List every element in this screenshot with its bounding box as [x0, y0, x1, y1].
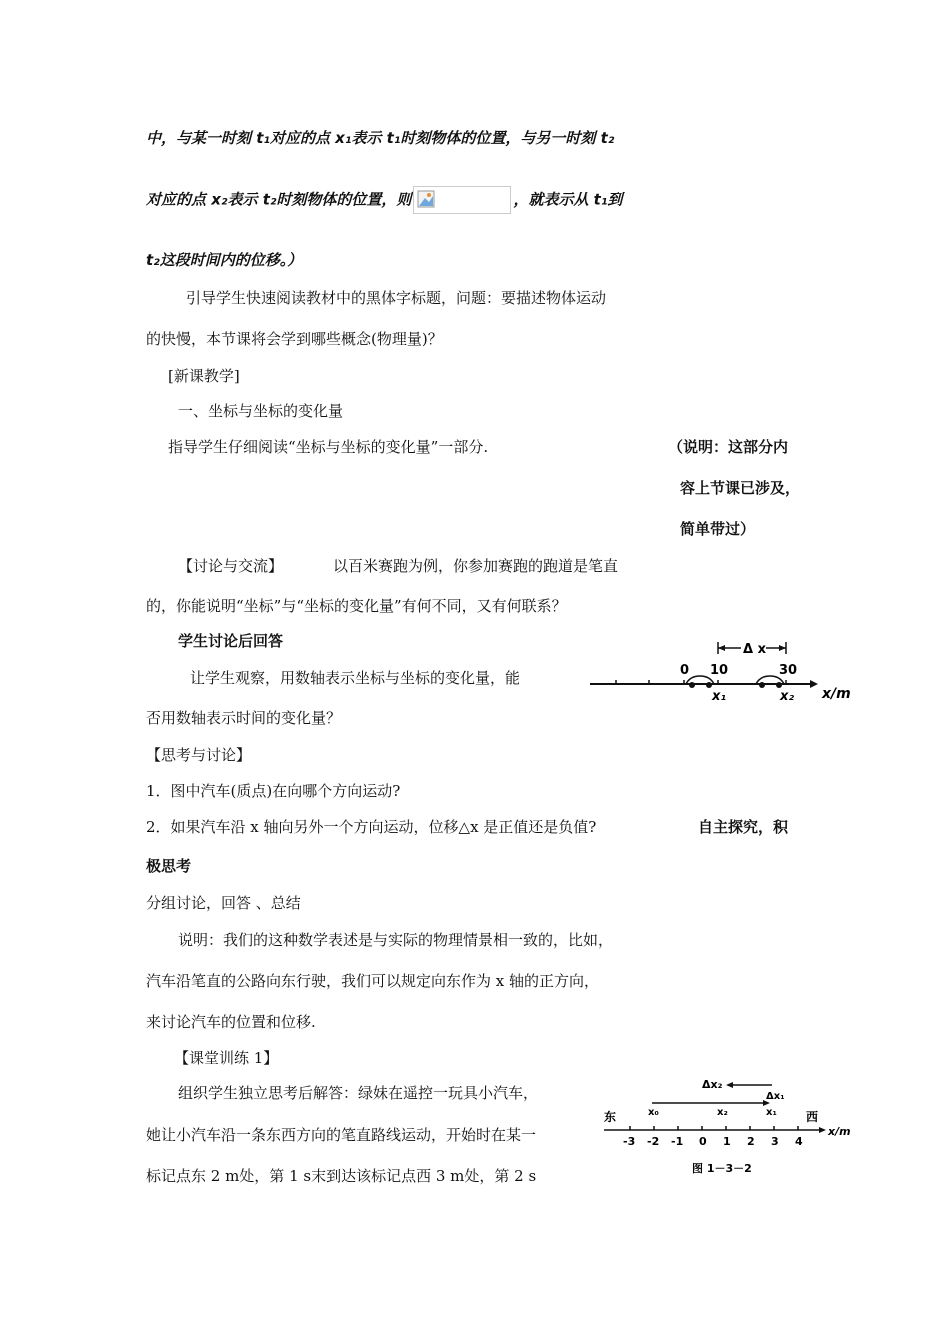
tick-label: -2 — [647, 1135, 660, 1148]
tick-label: 3 — [771, 1135, 779, 1148]
tick-label: 1 — [723, 1135, 731, 1148]
figure-caption: 图 1－3－2 — [692, 1162, 752, 1175]
broken-image-icon — [413, 186, 511, 214]
number-line-figure-1 — [586, 636, 866, 706]
intro-line-1: 中，与某一时刻 t₁对应的点 x₁表示 t₁时刻物体的位置，与另一时刻 t₂ — [146, 129, 615, 147]
tick-label-30: 30 — [779, 663, 798, 678]
section-new-lesson: [新课教学] — [168, 367, 240, 385]
dx1-label: Δx₁ — [766, 1091, 785, 1102]
tick-label-0: 0 — [680, 663, 690, 678]
train-line-3: 标记点东 2 m处，第 1 s末到达该标记点西 3 m处，第 2 s — [146, 1167, 537, 1185]
x2-label-fig2: x₂ — [717, 1107, 728, 1118]
answer-text: 学生讨论后回答 — [178, 632, 284, 650]
tick-label: 4 — [795, 1135, 803, 1148]
discuss-line-1: 以百米赛跑为例，你参加赛跑的跑道是笔直 — [333, 557, 619, 575]
delta-x-label: Δ x — [743, 642, 766, 657]
train-line-1: 组织学生独立思考后解答：绿妹在遥控一玩具小汽车， — [178, 1084, 539, 1102]
guide-text: 指导学生仔细阅读“坐标与坐标的变化量”一部分. — [168, 438, 489, 456]
x0-label: x₀ — [648, 1107, 659, 1118]
tick-label: -3 — [623, 1135, 636, 1148]
train-line-2: 她让小汽车沿一条东西方向的笔直路线运动，开始时在某一 — [146, 1126, 537, 1144]
discuss-label: 【讨论与交流】 — [178, 557, 284, 575]
number-line-figure-2 — [600, 1074, 860, 1178]
note-line-3: 简单带过） — [680, 520, 756, 538]
intro-line-2a: 对应的点 x₂表示 t₂时刻物体的位置，则 — [146, 190, 412, 209]
axis-label-fig1: x/m — [822, 686, 851, 702]
east-label: 东 — [604, 1110, 617, 1124]
tick-label: -1 — [671, 1135, 684, 1148]
p1-line-2: 的快慢，本节课将会学到哪些概念(物理量)？ — [146, 330, 443, 348]
note-line-1: （说明：这部分内 — [668, 438, 789, 456]
question-2: 2．如果汽车沿 x 轴向另外一个方向运动，位移△x 是正值还是负值? — [146, 818, 597, 836]
tick-label-10: 10 — [710, 663, 729, 678]
question-1: 1．图中汽车(质点)在向哪个方向运动? — [146, 782, 401, 800]
axis-label-fig2: x/m — [828, 1125, 851, 1138]
train-title: 【课堂训练 1】 — [174, 1049, 279, 1067]
observe-line-1: 让学生观察，用数轴表示坐标与坐标的变化量，能 — [190, 669, 521, 687]
note-line-2: 容上节课已涉及， — [680, 479, 801, 497]
west-label: 西 — [806, 1110, 819, 1124]
x1-label-fig2: x₁ — [766, 1107, 777, 1118]
tick-label: 0 — [699, 1135, 707, 1148]
think-title: 【思考与讨论】 — [146, 746, 252, 764]
self-explore-2: 极思考 — [146, 857, 192, 875]
x1-label: x₁ — [712, 689, 727, 704]
intro-line-2b: ，就表示从 t₁到 — [513, 190, 623, 209]
intro-line-3: t₂这段时间内的位移。） — [146, 251, 303, 269]
explain-line-2: 汽车沿笔直的公路向东行驶，我们可以规定向东作为 x 轴的正方向， — [146, 972, 599, 990]
dx2-label: Δx₂ — [702, 1078, 723, 1091]
explain-line-1: 说明：我们的这种数学表述是与实际的物理情景相一致的，比如， — [178, 931, 614, 949]
discuss-line-2: 的，你能说明“坐标”与“坐标的变化量”有何不同，又有何联系？ — [146, 597, 567, 615]
intro-line-2 — [146, 186, 622, 214]
p1-line-1: 引导学生快速阅读教材中的黑体字标题，问题：要描述物体运动 — [186, 289, 607, 307]
group-text: 分组讨论，回答 、总结 — [146, 894, 301, 912]
observe-line-2: 否用数轴表示时间的变化量？ — [146, 709, 342, 727]
explain-line-3: 来讨论汽车的位置和位移. — [146, 1013, 316, 1031]
heading-coordinates: 一、坐标与坐标的变化量 — [178, 402, 344, 420]
self-explore-1: 自主探究，积 — [698, 818, 789, 836]
tick-label: 2 — [747, 1135, 755, 1148]
x2-label: x₂ — [780, 689, 795, 704]
